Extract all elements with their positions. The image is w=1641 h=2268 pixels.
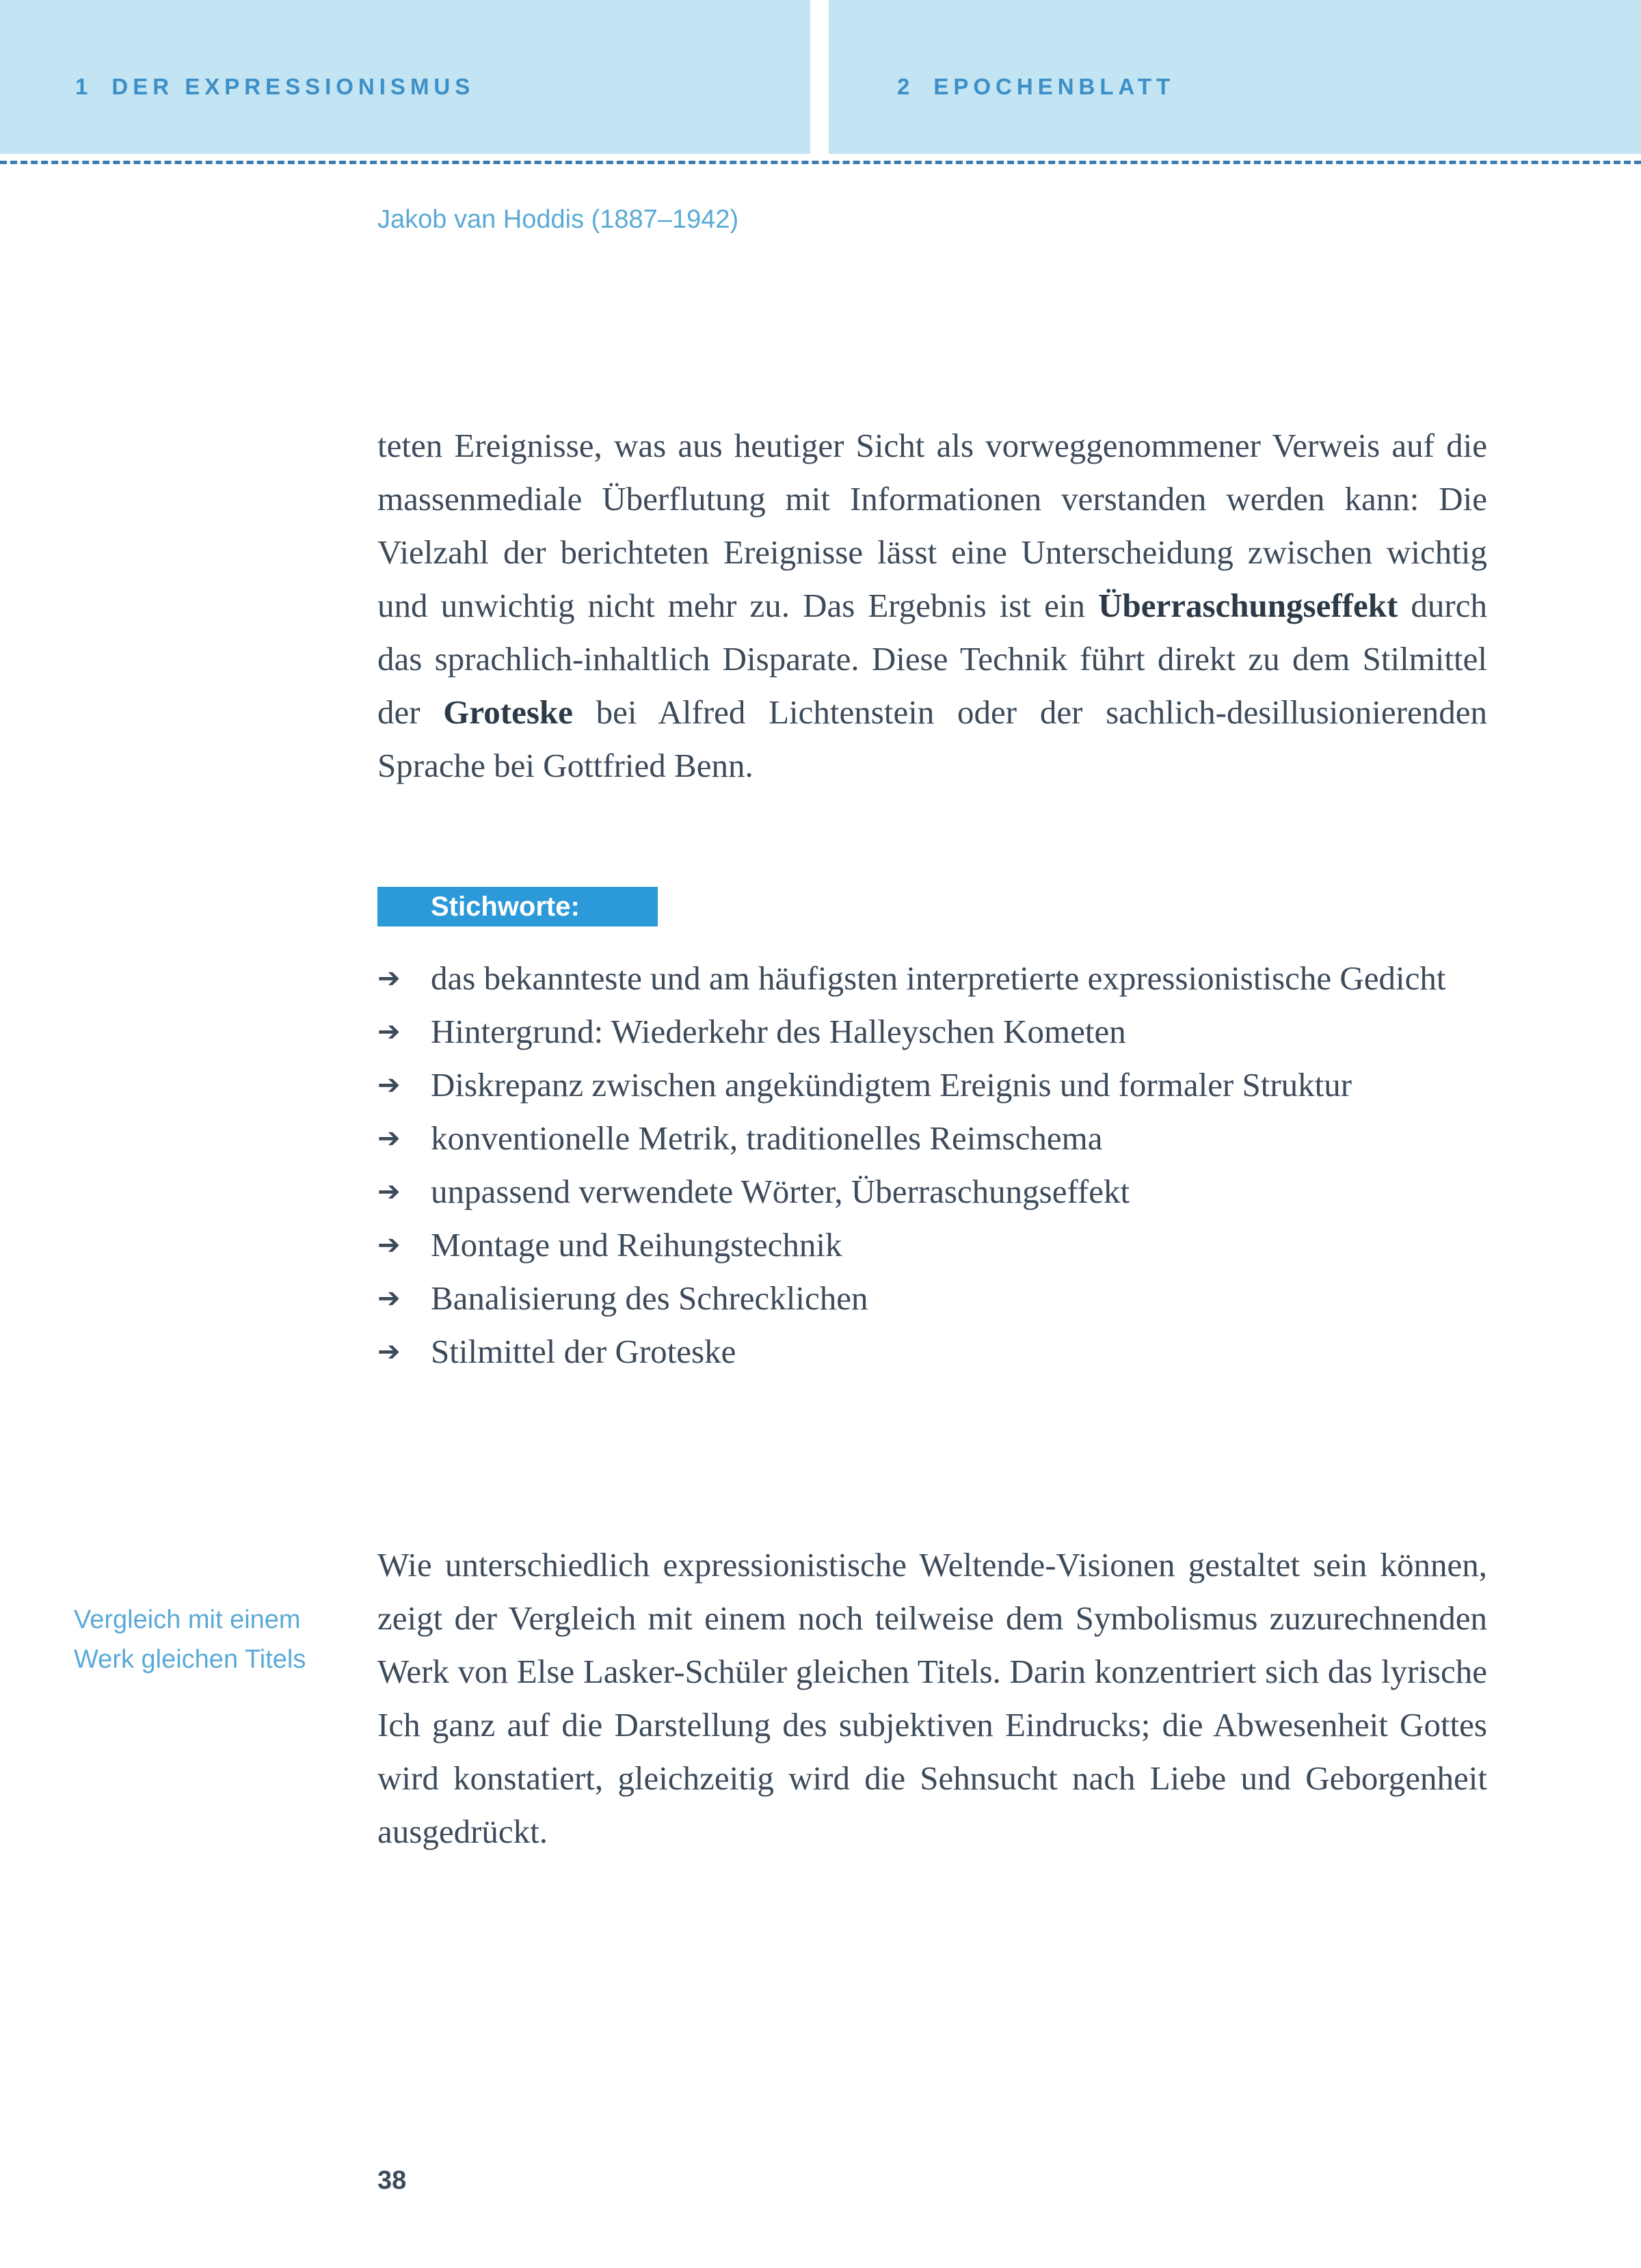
header-dashed-rule: [0, 161, 1641, 164]
keyword-item-text: Stilmittel der Groteske: [431, 1333, 736, 1370]
header-right-label: [897, 74, 1175, 100]
paragraph-1-text-c: bei Alfred Lichtenstein oder der sachlich-desillusionierenden Sprache bei Gottfried Benn.: [377, 693, 1487, 784]
keyword-item-text: Hintergrund: Wiederkehr des Halleyschen Kometen: [431, 1013, 1126, 1050]
keyword-item-text: Montage und Reihungstechnik: [431, 1226, 842, 1264]
arrow-right-icon: ➔: [377, 1016, 401, 1048]
header-left-label: [75, 74, 475, 100]
header-divider: [810, 0, 829, 154]
arrow-right-icon: ➔: [377, 1336, 401, 1368]
header-left-title: DER EXPRESSIONISMUS: [111, 74, 475, 99]
keyword-item: [377, 1005, 1487, 1058]
keyword-item: [377, 1325, 1487, 1378]
arrow-right-icon: ➔: [377, 1069, 401, 1101]
arrow-right-icon: ➔: [377, 1176, 401, 1208]
term-ueberraschungseffekt: Überraschungseffekt: [1098, 587, 1398, 624]
arrow-right-icon: ➔: [377, 1229, 401, 1261]
term-groteske: Groteske: [443, 693, 573, 731]
keyword-item: [377, 1058, 1487, 1112]
keyword-item-text: unpassend verwendete Wörter, Überraschungseffekt: [431, 1173, 1130, 1210]
keyword-item-text: Banalisierung des Schrecklichen: [431, 1279, 868, 1317]
body-paragraph-1: [377, 419, 1487, 792]
header-left-bar: [0, 0, 810, 154]
paragraph-1-text-b: durch das sprachlich-inhaltlich Disparate. Diese Technik führt direkt zu dem Stilmittel der: [377, 587, 1487, 731]
margin-note: Vergleich mit einem Werk gleichen Titels: [74, 1605, 306, 1674]
keyword-item-text: Diskrepanz zwischen angekündigtem Ereignis und formaler Struktur: [431, 1066, 1352, 1104]
page-number: 38: [377, 2166, 407, 2195]
keyword-item: [377, 952, 1487, 1005]
keyword-item-text: konventionelle Metrik, traditionelles Reimschema: [431, 1119, 1103, 1157]
arrow-right-icon: ➔: [377, 1283, 401, 1314]
header-left-number: 1: [75, 74, 93, 99]
keyword-item: [377, 1218, 1487, 1272]
author-caption: Jakob van Hoddis (1887–1942): [377, 205, 739, 234]
header-right-title: EPOCHENBLATT: [933, 74, 1175, 99]
keyword-item: [377, 1112, 1487, 1165]
keyword-item-text: das bekannteste und am häufigsten interpretierte expressionistische Gedicht: [431, 959, 1446, 997]
arrow-right-icon: ➔: [377, 1123, 401, 1154]
arrow-right-icon: ➔: [377, 963, 401, 994]
keyword-list: [377, 952, 1487, 1378]
paragraph-1-text-a: teten Ereignisse, was aus heutiger Sicht als vorweggenommener Verweis auf die massenmediale Überflutung mit Informationen verstanden werden kann: Die Vielzahl der berichteten Ereignisse lässt eine Unterscheidung zwischen wichtig und unwichtig nicht mehr zu. Das Ergebnis ist ein: [377, 427, 1487, 624]
body-paragraph-2: Wie unterschiedlich expressionistische Weltende-Visionen gestaltet sein können, zeigt der Vergleich mit einem noch teilweise dem Symbolismus zuzurechnenden Werk von Else Lasker-Schüler gleichen Titels. Darin konzentriert sich das lyrische Ich ganz auf die Darstellung des subjektiven Eindrucks; die Abwesenheit Gottes wird konstatiert, gleichzeitig wird die Sehnsucht nach Liebe und Geborgenheit ausgedrückt.: [377, 1546, 1487, 1850]
header-right-number: 2: [897, 74, 915, 99]
keywords-label: Stichworte:: [377, 887, 658, 926]
keyword-item: [377, 1272, 1487, 1325]
keyword-item: [377, 1165, 1487, 1218]
header-right-bar: [829, 0, 1641, 154]
